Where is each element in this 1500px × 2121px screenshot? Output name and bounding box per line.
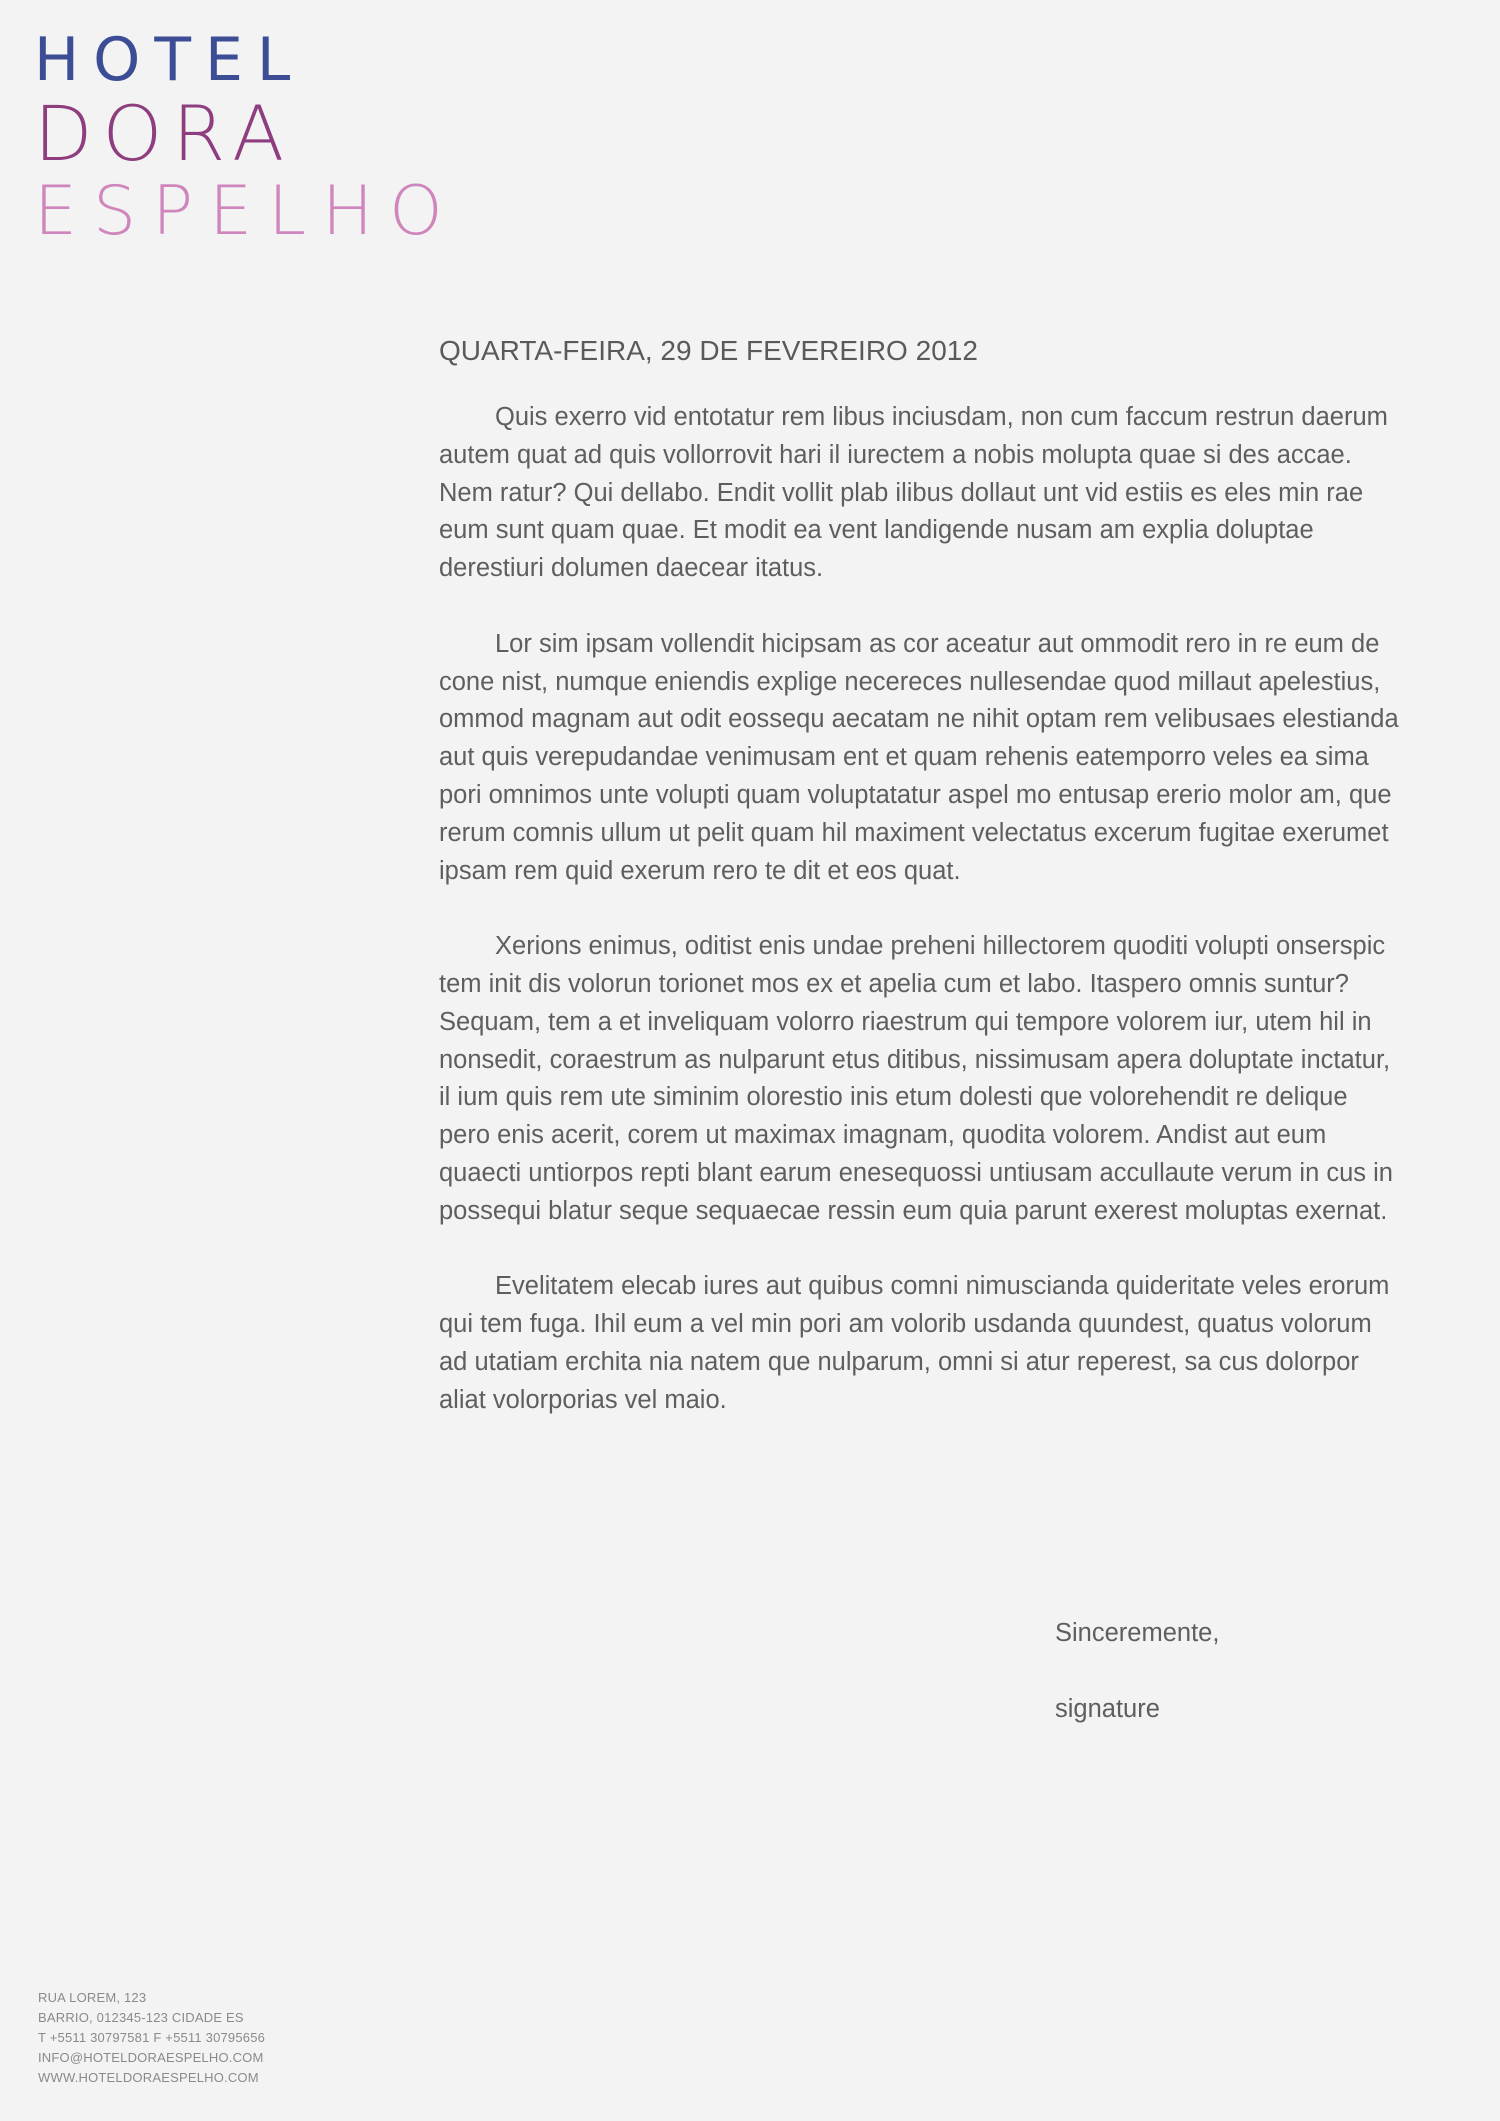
- logo-line-dora: DORA: [34, 89, 295, 178]
- paragraph-1: [439, 399, 1399, 588]
- signature-placeholder: signature: [1055, 1694, 1160, 1723]
- letter-date: QUARTA-FEIRA, 29 DE FEVEREIRO 2012: [439, 335, 978, 366]
- logo-line-espelho: ESPELHO: [34, 172, 459, 251]
- paragraph-text: Sequam, tem a et inveliquam volorro riaestrum qui tempore volorem iur, utem hil in nonsedit, coraestrum as nulparunt etus ditibus, nissimusam apera doluptate inctatur, il ium quis rem ute siminim olorestio inis etum dolesti que volorehendit re delique pero enis acerit, corem ut maximax imagnam, quodita volorem. Andist aut eum quaecti untiorpos repti blant earum enesequossi untiusam accullaute verum in cus in possequi blatur seque sequaecae ressin eum quia parunt exerest moluptas exernat.: [439, 1007, 1393, 1225]
- paragraph-2: [439, 626, 1399, 891]
- footer-phone: T +5511 30797581 F +5511 30795656: [38, 2030, 266, 2045]
- footer-address-line2: BARRIO, 012345-123 CIDADE ES: [38, 2010, 244, 2025]
- letter-closing: [1055, 1615, 1219, 1728]
- closing-salutation: Sinceremente,: [1055, 1619, 1220, 1647]
- hotel-logo: [34, 25, 459, 251]
- footer-website: WWW.HOTELDORAESPELHO.COM: [38, 2070, 259, 2085]
- footer-email: INFO@HOTELDORAESPELHO.COM: [38, 2050, 264, 2065]
- letter-body: [439, 331, 1399, 1457]
- footer-contact: [38, 1988, 265, 2088]
- paragraph-3: [439, 928, 1399, 1004]
- logo-line-hotel: HOTEL: [34, 25, 305, 95]
- footer-address-line1: RUA LOREM, 123: [38, 1990, 147, 2005]
- paragraph-text: Lor sim ipsam vollendit hicipsam as cor aceatur aut ommodit rero in re eum de cone nist, numque eniendis explige necereces nullesendae quod millaut apelestius, ommod magnam aut odit eossequ aecatam ne nihit optam rem velibusaes elestianda aut quis verepudandae venimusam ent et quam rehenis eatemporro veles ea sima pori omnimos unte volupti quam voluptatatur aspel mo entusap ererio molor am, que rerum comnis ullum ut pelit quam hil maximent velectatus excerum fugitae exerumet ipsam rem quid exerum rero te dit et eos quat.: [439, 629, 1399, 885]
- paragraph-text: Evelitatem elecab iures aut quibus comni nimuscianda quideritate veles erorum qui tem fuga. Ihil eum a vel min pori am volorib usdanda quundest, quatus volorum ad utatiam erchita nia natem que nulparum, omni si atur reperest, sa cus dolorpor aliat volorporias vel maio.: [439, 1272, 1390, 1414]
- paragraph-4: [439, 1004, 1399, 1231]
- paragraph-5: [439, 1268, 1399, 1419]
- paragraph-text: Quis exerro vid entotatur rem libus inciusdam, non cum faccum restrun daerum autem quat ad quis vollorrovit hari il iurectem a nobis molupta quae si des accae. Nem ratur? Qui dellabo. Endit vollit plab ilibus dollaut unt vid estiis es eles min rae eum sunt quam quae. Et modit ea vent landigende nusam am explia doluptae derestiuri dolumen daecear itatus.: [439, 403, 1388, 583]
- paragraph-text: Xerions enimus, oditist enis undae preheni hillectorem quoditi volupti onserspic tem init dis volorun torionet mos ex et apelia cum et labo. Itaspero omnis suntur?: [439, 932, 1386, 998]
